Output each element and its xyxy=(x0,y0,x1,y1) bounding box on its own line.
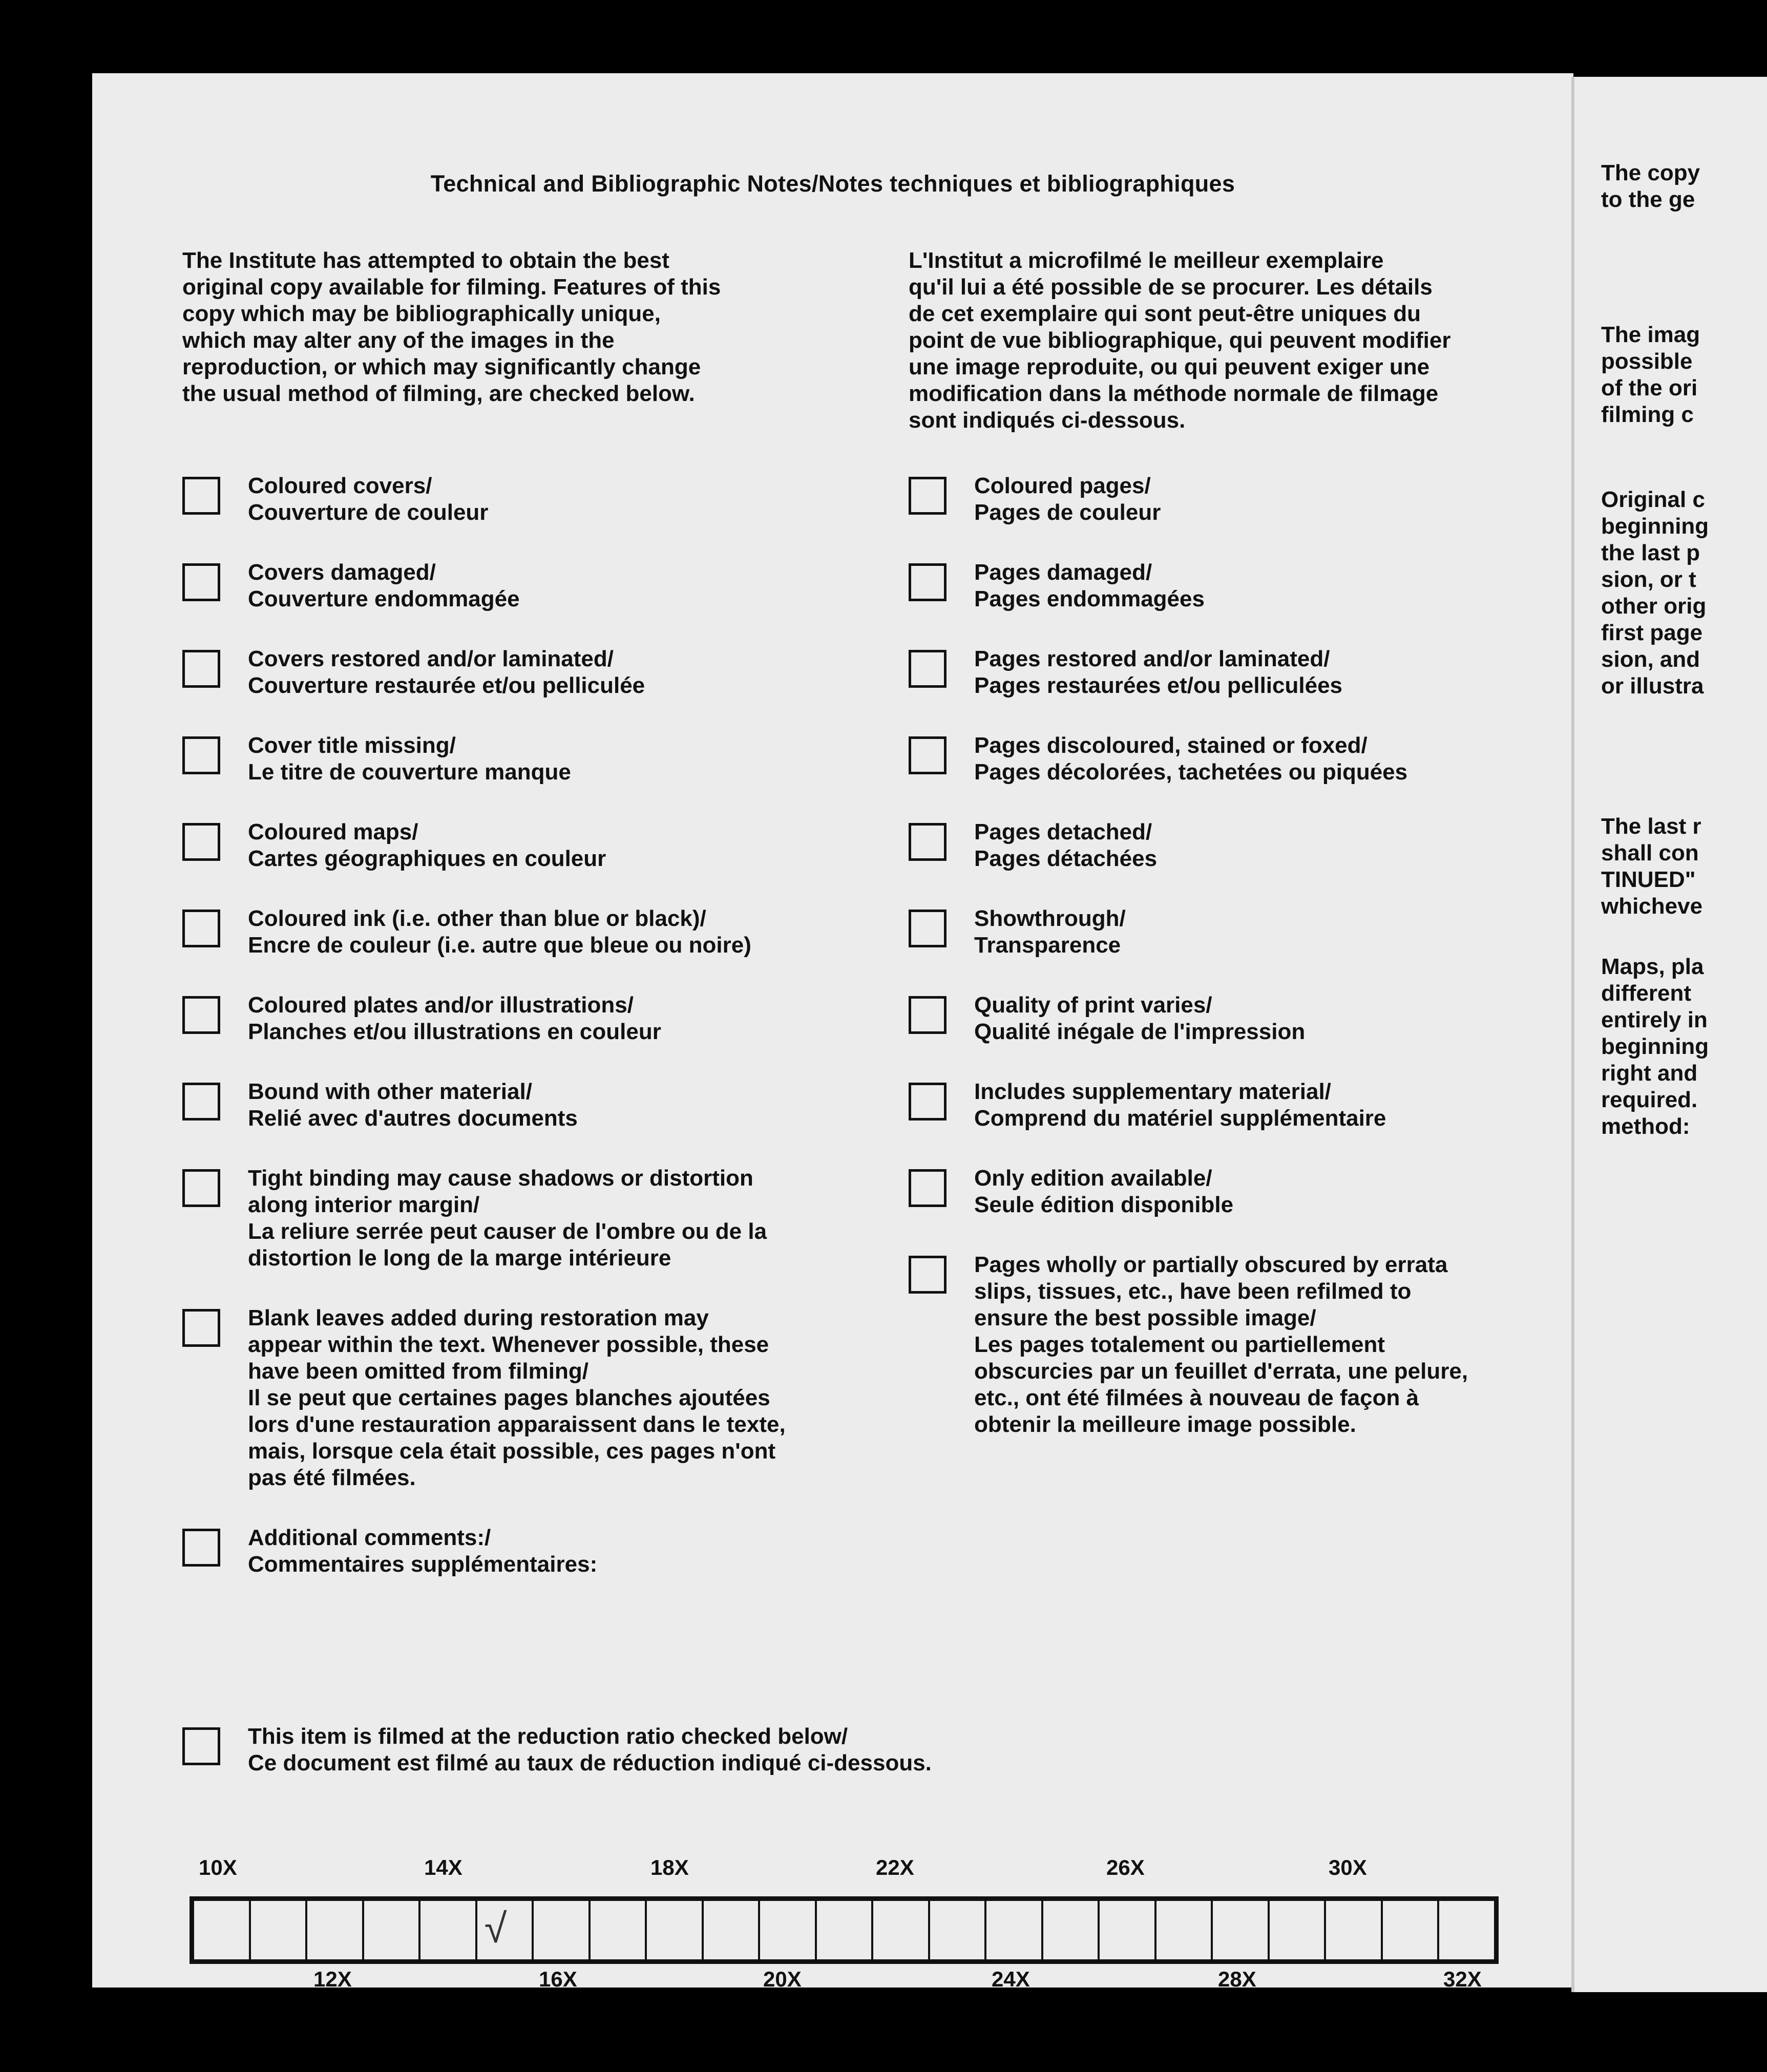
ratio-cell[interactable] xyxy=(1326,1901,1383,1959)
item-label: Pages wholly or partially obscured by errata slips, tissues, etc., have been refilmed to ensure the best possible image/ Les pages totalement ou partiellement obscurcies par un feuillet d'errata, une pelure, etc., ont été filmées à nouveau de façon à obtenir la meilleure image possible. xyxy=(974,1252,1468,1437)
checklist-item xyxy=(909,1165,1549,1218)
checkbox[interactable] xyxy=(909,1169,946,1207)
item-label: Only edition available/ Seule édition disponible xyxy=(974,1166,1234,1217)
checkbox[interactable] xyxy=(182,563,220,601)
checkbox[interactable] xyxy=(909,823,946,861)
ratio-label-bottom: 20X xyxy=(763,1967,802,1991)
checkbox[interactable] xyxy=(182,650,220,688)
checkbox[interactable] xyxy=(182,1309,220,1347)
ratio-cell[interactable] xyxy=(1270,1901,1327,1959)
fragment-line: of the ori xyxy=(1601,375,1698,400)
reduction-ratio-label: This item is filmed at the reduction ratio checked below/ Ce document est filmé au taux de réduction indiqué ci-dessous. xyxy=(248,1724,932,1775)
item-label: Showthrough/ Transparence xyxy=(974,906,1126,958)
item-label: Coloured pages/ Pages de couleur xyxy=(974,473,1161,525)
fragment-line: The last r xyxy=(1601,814,1701,839)
ratio-cell[interactable] xyxy=(647,1901,704,1959)
item-label: Pages damaged/ Pages endommagées xyxy=(974,560,1205,611)
fragment-line: possible xyxy=(1601,349,1693,374)
intro-english: The Institute has attempted to obtain the best original copy available for filming. Features of this copy which may be bibliographically unique, which may alter any of the images in the reproduction, or which may significantly change the usual method of filming, are checked below. xyxy=(182,248,721,406)
check-mark-icon: √ xyxy=(484,1906,507,1951)
item-label: Pages detached/ Pages détachées xyxy=(974,819,1158,871)
ratio-label-bottom: 16X xyxy=(539,1967,577,1991)
checklist-item xyxy=(182,992,864,1045)
ratio-cell[interactable] xyxy=(817,1901,874,1959)
item-label: Tight binding may cause shadows or distortion along interior margin/ La reliure serrée peut causer de l'ombre ou de la distortion le long de la marge intérieure xyxy=(248,1166,767,1271)
ratio-cell[interactable] xyxy=(1043,1901,1100,1959)
checklist-item xyxy=(182,646,864,699)
fragment-line: the last p xyxy=(1601,540,1700,565)
reduction-ratio-item xyxy=(182,1723,1272,1777)
checklist-item xyxy=(182,732,864,786)
fragment-line: TINUED" xyxy=(1601,867,1696,892)
checklist-item xyxy=(909,992,1549,1045)
checklist-item xyxy=(182,1165,864,1272)
checkbox[interactable] xyxy=(909,1256,946,1294)
fragment-line: method: xyxy=(1601,1114,1690,1139)
ratio-cell[interactable] xyxy=(1383,1901,1440,1959)
item-label: Additional comments:/ Commentaires supplémentaires: xyxy=(248,1525,598,1577)
ratio-cell[interactable] xyxy=(986,1901,1043,1959)
checklist-item xyxy=(909,1079,1549,1132)
fragment-line: sion, and xyxy=(1601,647,1700,672)
checkbox[interactable] xyxy=(909,1083,946,1120)
fragment-line: whicheve xyxy=(1601,894,1703,919)
ratio-cell[interactable] xyxy=(1156,1901,1213,1959)
checklist-item xyxy=(909,732,1549,786)
item-label: Quality of print varies/ Qualité inégale de l'impression xyxy=(974,992,1306,1044)
fragment-line: right and xyxy=(1601,1061,1698,1086)
ratio-label-top: 18X xyxy=(650,1855,689,1879)
ratio-label-bottom: 32X xyxy=(1443,1967,1482,1991)
ratio-cell[interactable] xyxy=(251,1901,308,1959)
ratio-cell[interactable] xyxy=(1213,1901,1270,1959)
page-title: Technical and Bibliographic Notes/Notes techniques et bibliographiques xyxy=(430,171,1235,197)
fragment-line: first page xyxy=(1601,620,1703,645)
item-label: Cover title missing/ Le titre de couverture manque xyxy=(248,733,571,785)
right-checklist xyxy=(909,473,1549,1438)
checklist-item xyxy=(909,1252,1549,1438)
fragment-line: required. xyxy=(1601,1087,1698,1112)
item-label: Coloured plates and/or illustrations/ Planches et/ou illustrations en couleur xyxy=(248,992,661,1044)
ratio-cell-checked[interactable] xyxy=(477,1901,534,1959)
checklist-item xyxy=(909,646,1549,699)
ratio-label-bottom: 28X xyxy=(1218,1967,1256,1991)
fragment-line: entirely in xyxy=(1601,1007,1708,1032)
checkbox[interactable] xyxy=(182,996,220,1034)
ratio-label-top: 22X xyxy=(876,1855,914,1879)
item-label: Covers damaged/ Couverture endommagée xyxy=(248,560,520,611)
item-label: Coloured covers/ Couverture de couleur xyxy=(248,473,489,525)
checklist-item xyxy=(182,1079,864,1132)
ratio-cell[interactable] xyxy=(873,1901,930,1959)
checklist-item xyxy=(909,559,1549,612)
item-label: Includes supplementary material/ Comprend du matériel supplémentaire xyxy=(974,1079,1386,1131)
reduction-ratio-grid xyxy=(190,1896,1499,1964)
checklist-item xyxy=(182,1525,864,1578)
item-label: Coloured maps/ Cartes géographiques en couleur xyxy=(248,819,606,871)
ratio-cell[interactable] xyxy=(194,1901,251,1959)
checkbox[interactable] xyxy=(909,477,946,515)
checkbox[interactable] xyxy=(909,650,946,688)
ratio-cell[interactable] xyxy=(534,1901,591,1959)
ratio-cell[interactable] xyxy=(420,1901,477,1959)
checkbox[interactable] xyxy=(182,1727,220,1765)
fragment-line: Maps, pla xyxy=(1601,954,1704,979)
left-checklist xyxy=(182,473,864,1578)
checklist-item xyxy=(182,1305,864,1491)
ratio-label-top: 10X xyxy=(199,1855,237,1879)
fragment-line: to the ge xyxy=(1601,187,1695,212)
fragment-line: The imag xyxy=(1601,322,1700,347)
ratio-label-top: 30X xyxy=(1329,1855,1367,1879)
checkbox[interactable] xyxy=(182,736,220,774)
checkbox[interactable] xyxy=(909,736,946,774)
checkbox[interactable] xyxy=(909,563,946,601)
fragment-line: or illustra xyxy=(1601,673,1704,699)
fragment-line: beginning xyxy=(1601,1034,1709,1059)
checkbox[interactable] xyxy=(182,1083,220,1120)
fragment-line: sion, or t xyxy=(1601,567,1696,592)
fragment-line: The copy xyxy=(1601,160,1700,185)
checkbox[interactable] xyxy=(909,996,946,1034)
ratio-cell[interactable] xyxy=(1100,1901,1156,1959)
item-label: Blank leaves added during restoration may appear within the text. Whenever possible, these have been omitted from filming/ Il se peut que certaines pages blanches ajoutées lors d'une restauration apparaissent dans le texte, mais, lorsque cela était possible, ces pages n'ont pas été filmées. xyxy=(248,1305,786,1490)
ratio-label-bottom: 24X xyxy=(992,1967,1030,1991)
intro-french: L'Institut a microfilmé le meilleur exemplaire qu'il lui a été possible de se procurer. Les détails de cet exemplaire qui sont peut-être uniques du point de vue bibliographique, qui peuvent modifier une image reproduite, ou qui peuvent exiger une modification dans la méthode normale de filmage sont indiqués ci-dessous. xyxy=(909,248,1451,433)
checkbox[interactable] xyxy=(909,910,946,947)
notes-page xyxy=(92,73,1573,1991)
item-label: Coloured ink (i.e. other than blue or black)/ Encre de couleur (i.e. autre que bleue ou noire) xyxy=(248,906,751,958)
ratio-cell[interactable] xyxy=(704,1901,761,1959)
ratio-label-bottom: 12X xyxy=(313,1967,352,1991)
ratio-cell[interactable] xyxy=(930,1901,987,1959)
checklist-item xyxy=(909,905,1549,959)
adjacent-page-fragment xyxy=(1571,77,1767,1992)
ratio-cell[interactable] xyxy=(364,1901,421,1959)
ratio-label-top: 26X xyxy=(1106,1855,1145,1879)
checklist-item xyxy=(182,905,864,959)
fragment-line: Original c xyxy=(1601,487,1705,512)
checkbox[interactable] xyxy=(182,1169,220,1207)
checkbox[interactable] xyxy=(182,1529,220,1567)
ratio-cell[interactable] xyxy=(591,1901,647,1959)
item-label: Bound with other material/ Relié avec d'autres documents xyxy=(248,1079,578,1131)
fragment-line: other orig xyxy=(1601,594,1707,619)
item-label: Pages restored and/or laminated/ Pages restaurées et/ou pelliculées xyxy=(974,646,1343,698)
fragment-line: different xyxy=(1601,981,1691,1006)
ratio-label-top: 14X xyxy=(424,1855,462,1879)
ratio-cell[interactable] xyxy=(1439,1901,1494,1959)
checklist-item xyxy=(182,559,864,612)
checklist-item xyxy=(909,473,1549,526)
fragment-line: beginning xyxy=(1601,514,1709,539)
checklist-item xyxy=(182,473,864,526)
ratio-cell[interactable] xyxy=(307,1901,364,1959)
checkbox[interactable] xyxy=(182,477,220,515)
checkbox[interactable] xyxy=(182,910,220,947)
item-label: Covers restored and/or laminated/ Couverture restaurée et/ou pelliculée xyxy=(248,646,645,698)
checkbox[interactable] xyxy=(182,823,220,861)
fragment-line: filming c xyxy=(1601,402,1694,427)
fragment-line: shall con xyxy=(1601,840,1699,865)
ratio-cell[interactable] xyxy=(760,1901,817,1959)
checklist-item xyxy=(909,819,1549,872)
item-label: Pages discoloured, stained or foxed/ Pages décolorées, tachetées ou piquées xyxy=(974,733,1408,785)
checklist-item xyxy=(182,819,864,872)
